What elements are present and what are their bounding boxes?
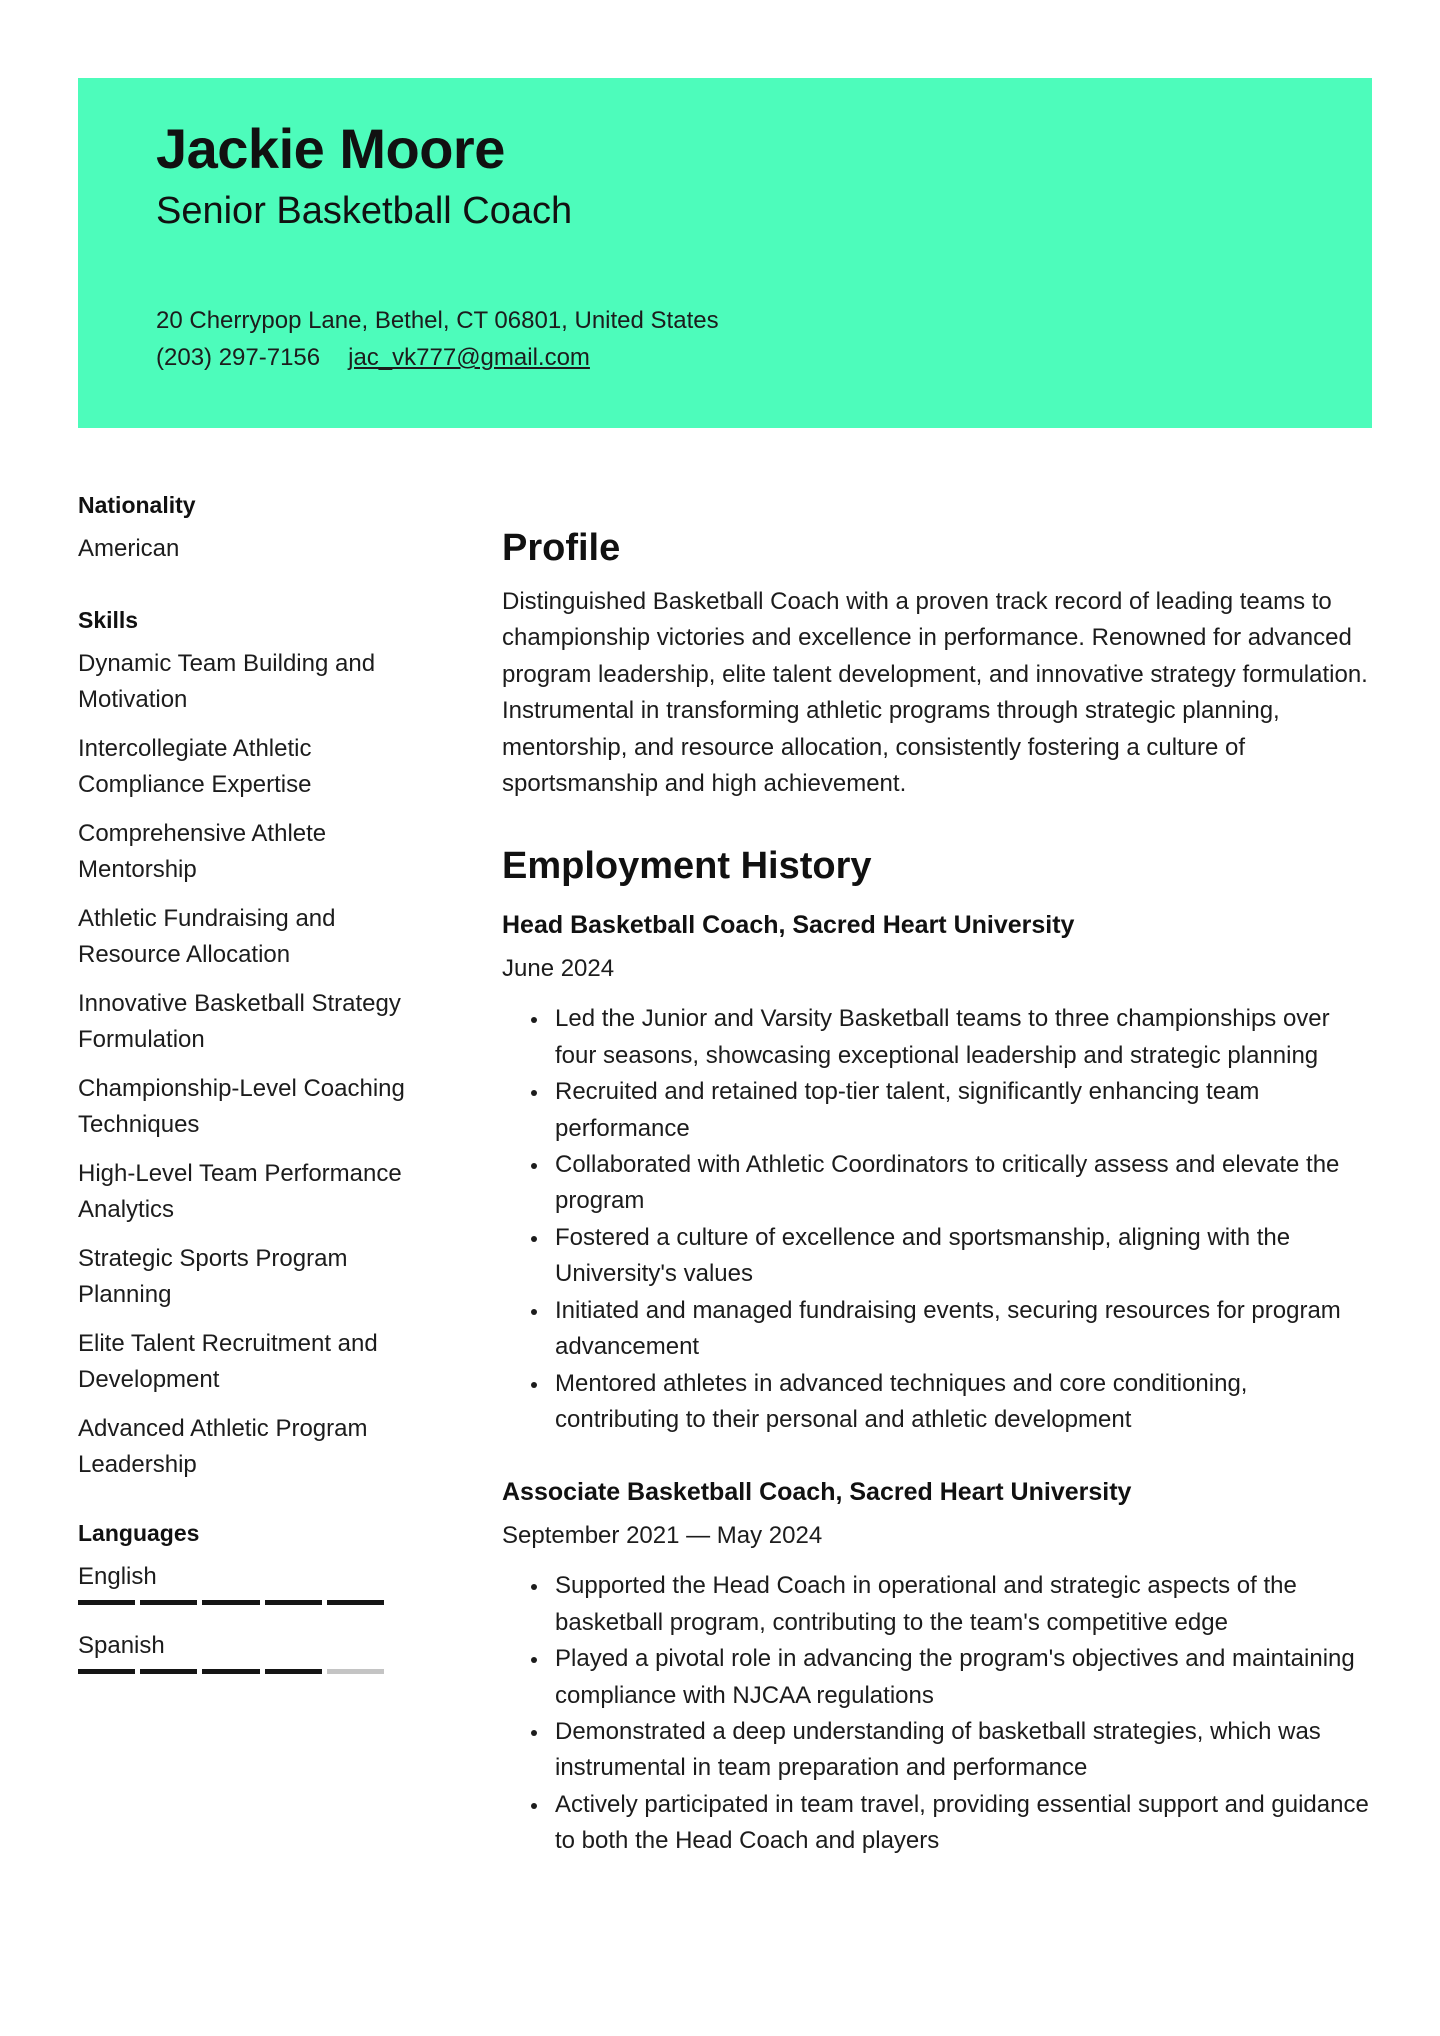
level-segment-filled [265,1669,322,1674]
skill-item: Comprehensive Athlete Mentorship [78,820,327,883]
job-bullet: Fostered a culture of excellence and sportsmanship, aligning with the University's values [555,1220,1372,1293]
skill-item: Strategic Sports Program Planning [78,1245,348,1308]
level-segment-filled [265,1600,322,1605]
job-bullet: Recruited and retained top-tier talent, significantly enhancing team performance [555,1074,1372,1147]
profile-summary: Distinguished Basketball Coach with a proven track record of leading teams to championship victories and excellence in performance. Renowned for advanced program leadership, elite talent development, and innovative strategy formulation. Instrumental in transforming athletic programs through strategic planning, mentorship, and resource allocation, consistently fostering a culture of sportsmanship and high achievement. [502,588,1368,798]
job-bullet: Led the Junior and Varsity Basketball teams to three championships over four seasons, showcasing exceptional leadership and strategic planning [555,1001,1372,1074]
candidate-name: Jackie Moore [156,117,505,180]
language-item-english [78,1559,408,1605]
level-segment-filled [78,1669,135,1674]
job-2-date: September 2021 — May 2024 [502,1522,823,1550]
job-bullet: Played a pivotal role in advancing the program's objectives and maintaining compliance with NJCAA regulations [555,1641,1372,1714]
contact-line [156,344,590,372]
phone-number: (203) 297-7156 [156,344,321,371]
skill-item: Advanced Athletic Program Leadership [78,1415,368,1478]
header-banner [78,78,1372,428]
skill-item: Innovative Basketball Strategy Formulation [78,990,401,1053]
skill-item: High-Level Team Performance Analytics [78,1160,402,1223]
skill-item: Championship-Level Coaching Techniques [78,1075,405,1138]
skills-list [78,646,408,1483]
job-1-date: June 2024 [502,955,615,983]
language-name: Spanish [78,1632,165,1659]
nationality-section [78,490,408,605]
job-bullet: Collaborated with Athletic Coordinators to critically assess and elevate the program [555,1147,1372,1220]
level-segment-empty [327,1669,384,1674]
main-content [502,522,1372,1860]
nationality-value: American [78,535,180,562]
job-title-headline: Senior Basketball Coach [156,190,573,232]
sidebar [78,490,408,1674]
languages-heading: Languages [78,1520,200,1546]
skill-item: Elite Talent Recruitment and Development [78,1330,378,1393]
skills-heading: Skills [78,607,139,633]
level-segment-filled [202,1669,259,1674]
skill-item: Dynamic Team Building and Motivation [78,650,376,713]
nationality-heading: Nationality [78,492,196,518]
employment-heading: Employment History [502,845,872,888]
skill-item: Athletic Fundraising and Resource Allocation [78,905,336,968]
language-level-bar [78,1600,384,1605]
job-bullet: Mentored athletes in advanced techniques and core conditioning, contributing to their personal and athletic development [555,1366,1372,1439]
language-item-spanish [78,1628,408,1674]
job-1-bullets [502,1001,1372,1438]
level-segment-filled [327,1600,384,1605]
level-segment-filled [140,1600,197,1605]
level-segment-filled [202,1600,259,1605]
level-segment-filled [140,1669,197,1674]
language-name: English [78,1563,157,1590]
language-level-bar [78,1669,384,1674]
job-2-title: Associate Basketball Coach, Sacred Heart University [502,1478,1132,1507]
job-bullet: Supported the Head Coach in operational and strategic aspects of the basketball program, contributing to the team's competitive edge [555,1568,1372,1641]
level-segment-filled [78,1600,135,1605]
job-1-title: Head Basketball Coach, Sacred Heart University [502,911,1075,940]
email-link[interactable]: jac_vk777@gmail.com [348,344,590,371]
address: 20 Cherrypop Lane, Bethel, CT 06801, United States [156,307,719,334]
job-bullet: Demonstrated a deep understanding of basketball strategies, which was instrumental in team preparation and performance [555,1714,1372,1787]
profile-heading: Profile [502,527,621,569]
job-bullet: Initiated and managed fundraising events, securing resources for program advancement [555,1293,1372,1366]
job-2-bullets [502,1568,1372,1859]
job-bullet: Actively participated in team travel, providing essential support and guidance to both the Head Coach and players [555,1787,1372,1860]
skill-item: Intercollegiate Athletic Compliance Expertise [78,735,312,798]
